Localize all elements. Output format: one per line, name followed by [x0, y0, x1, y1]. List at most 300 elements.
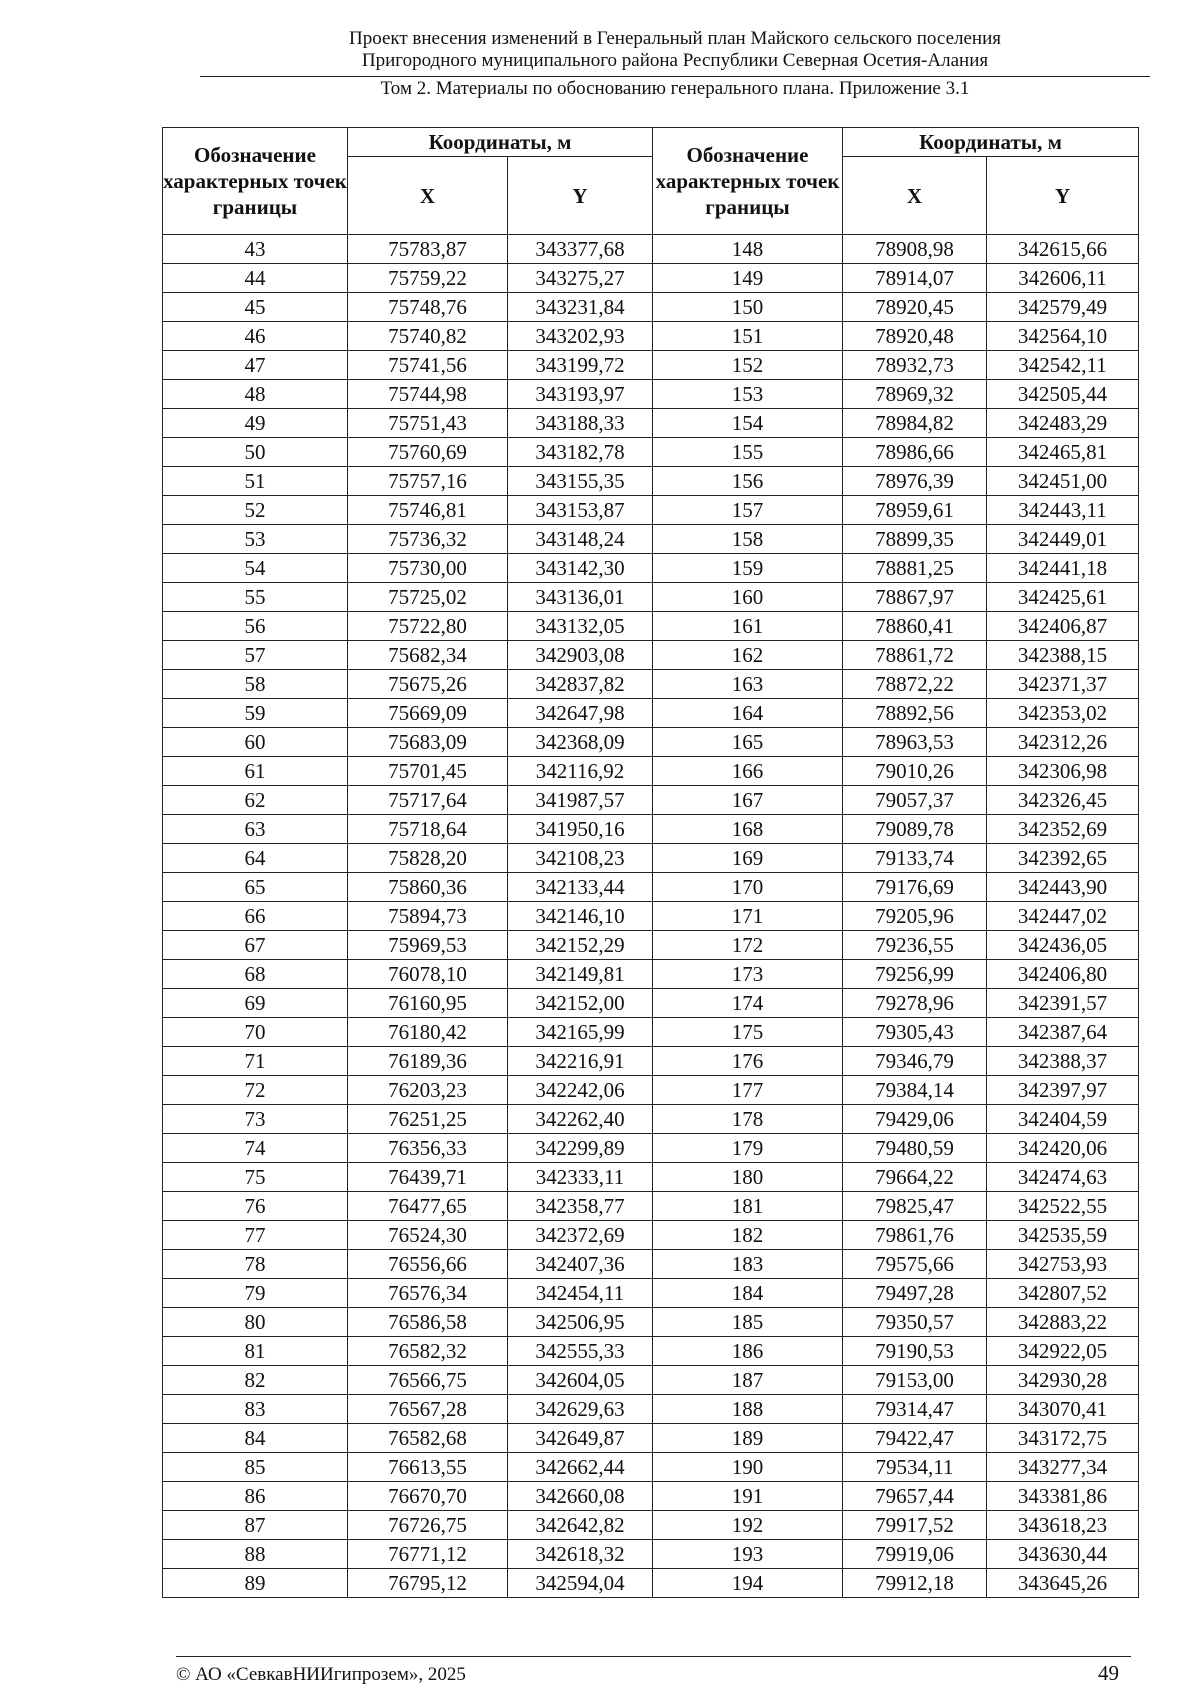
- y-coordinate-cell: 342116,92: [508, 757, 653, 786]
- x-coordinate-cell: 75682,34: [348, 641, 508, 670]
- table-row: [163, 1192, 1139, 1221]
- x-coordinate-cell: 78860,41: [843, 612, 987, 641]
- x-coordinate-cell: 79534,11: [843, 1453, 987, 1482]
- x-coordinate-cell: 79089,78: [843, 815, 987, 844]
- table-row: [163, 1105, 1139, 1134]
- x-coordinate-cell: 75722,80: [348, 612, 508, 641]
- point-number-cell: 182: [653, 1221, 843, 1250]
- x-coordinate-cell: 75740,82: [348, 322, 508, 351]
- y-coordinate-cell: 342262,40: [508, 1105, 653, 1134]
- point-number-cell: 167: [653, 786, 843, 815]
- page-number: 49: [1098, 1661, 1119, 1685]
- table-row: [163, 1540, 1139, 1569]
- table-body: [163, 235, 1139, 1598]
- table-row: [163, 670, 1139, 699]
- x-coordinate-cell: 78867,97: [843, 583, 987, 612]
- y-coordinate-cell: 342358,77: [508, 1192, 653, 1221]
- x-coordinate-cell: 76771,12: [348, 1540, 508, 1569]
- point-number-cell: 164: [653, 699, 843, 728]
- x-coordinate-cell: 76613,55: [348, 1453, 508, 1482]
- y-coordinate-cell: 342387,64: [987, 1018, 1139, 1047]
- x-coordinate-cell: 75730,00: [348, 554, 508, 583]
- table-row: [163, 1366, 1139, 1395]
- point-number-cell: 69: [163, 989, 348, 1018]
- header-title-line-2: Пригородного муниципального района Республики Северная Осетия-Алания: [361, 50, 989, 71]
- y-coordinate-cell: 342216,91: [508, 1047, 653, 1076]
- x-coordinate-cell: 75759,22: [348, 264, 508, 293]
- point-number-cell: 153: [653, 380, 843, 409]
- point-number-cell: 160: [653, 583, 843, 612]
- point-number-cell: 185: [653, 1308, 843, 1337]
- y-coordinate-cell: 342152,00: [508, 989, 653, 1018]
- point-number-cell: 58: [163, 670, 348, 699]
- x-coordinate-cell: 79919,06: [843, 1540, 987, 1569]
- y-coordinate-cell: 342883,22: [987, 1308, 1139, 1337]
- x-coordinate-cell: 79278,96: [843, 989, 987, 1018]
- table-row: [163, 786, 1139, 815]
- y-coordinate-cell: 343188,33: [508, 409, 653, 438]
- table-row: [163, 293, 1139, 322]
- y-coordinate-cell: 342149,81: [508, 960, 653, 989]
- point-number-cell: 193: [653, 1540, 843, 1569]
- point-number-cell: 163: [653, 670, 843, 699]
- x-coordinate-cell: 78872,22: [843, 670, 987, 699]
- table-row: [163, 380, 1139, 409]
- y-coordinate-cell: 342542,11: [987, 351, 1139, 380]
- y-coordinate-cell: 342922,05: [987, 1337, 1139, 1366]
- y-coordinate-cell: 342618,32: [508, 1540, 653, 1569]
- y-coordinate-cell: 342146,10: [508, 902, 653, 931]
- y-coordinate-cell: 342642,82: [508, 1511, 653, 1540]
- table-row: [163, 1308, 1139, 1337]
- y-coordinate-cell: 341950,16: [508, 815, 653, 844]
- x-coordinate-cell: 76566,75: [348, 1366, 508, 1395]
- y-coordinate-cell: 342522,55: [987, 1192, 1139, 1221]
- x-coordinate-cell: 78976,39: [843, 467, 987, 496]
- x-coordinate-cell: 76439,71: [348, 1163, 508, 1192]
- point-number-cell: 150: [653, 293, 843, 322]
- x-coordinate-cell: 78908,98: [843, 235, 987, 264]
- x-coordinate-cell: 75783,87: [348, 235, 508, 264]
- x-coordinate-cell: 79825,47: [843, 1192, 987, 1221]
- point-number-cell: 155: [653, 438, 843, 467]
- y-coordinate-cell: 342647,98: [508, 699, 653, 728]
- x-coordinate-cell: 75683,09: [348, 728, 508, 757]
- table-row: [163, 757, 1139, 786]
- y-coordinate-cell: 343377,68: [508, 235, 653, 264]
- point-number-cell: 175: [653, 1018, 843, 1047]
- x-coordinate-cell: 76586,58: [348, 1308, 508, 1337]
- x-coordinate-cell: 76078,10: [348, 960, 508, 989]
- y-coordinate-cell: 343193,97: [508, 380, 653, 409]
- column-header-coordinates: Координаты, м: [348, 128, 653, 157]
- x-coordinate-cell: 78963,53: [843, 728, 987, 757]
- footer-copyright: © АО «СевкавНИИгипрозем», 2025: [176, 1664, 466, 1685]
- x-coordinate-cell: 79205,96: [843, 902, 987, 931]
- y-coordinate-cell: 342420,06: [987, 1134, 1139, 1163]
- point-number-cell: 60: [163, 728, 348, 757]
- x-coordinate-cell: 79664,22: [843, 1163, 987, 1192]
- x-coordinate-cell: 79657,44: [843, 1482, 987, 1511]
- column-header-y: Y: [987, 157, 1139, 235]
- table-row: [163, 1134, 1139, 1163]
- point-number-cell: 156: [653, 467, 843, 496]
- y-coordinate-cell: 342353,02: [987, 699, 1139, 728]
- point-number-cell: 169: [653, 844, 843, 873]
- table-row: [163, 873, 1139, 902]
- x-coordinate-cell: 76356,33: [348, 1134, 508, 1163]
- point-number-cell: 188: [653, 1395, 843, 1424]
- x-coordinate-cell: 75717,64: [348, 786, 508, 815]
- table-row: [163, 1482, 1139, 1511]
- y-coordinate-cell: 342242,06: [508, 1076, 653, 1105]
- x-coordinate-cell: 76576,34: [348, 1279, 508, 1308]
- header-divider: [200, 76, 1150, 77]
- y-coordinate-cell: 342564,10: [987, 322, 1139, 351]
- x-coordinate-cell: 76556,66: [348, 1250, 508, 1279]
- x-coordinate-cell: 75828,20: [348, 844, 508, 873]
- point-number-cell: 170: [653, 873, 843, 902]
- x-coordinate-cell: 78920,45: [843, 293, 987, 322]
- point-number-cell: 62: [163, 786, 348, 815]
- x-coordinate-cell: 78892,56: [843, 699, 987, 728]
- point-number-cell: 47: [163, 351, 348, 380]
- y-coordinate-cell: 343172,75: [987, 1424, 1139, 1453]
- point-number-cell: 44: [163, 264, 348, 293]
- x-coordinate-cell: 75736,32: [348, 525, 508, 554]
- y-coordinate-cell: 342579,49: [987, 293, 1139, 322]
- point-number-cell: 71: [163, 1047, 348, 1076]
- y-coordinate-cell: 342535,59: [987, 1221, 1139, 1250]
- x-coordinate-cell: 75701,45: [348, 757, 508, 786]
- y-coordinate-cell: 342903,08: [508, 641, 653, 670]
- x-coordinate-cell: 76160,95: [348, 989, 508, 1018]
- column-header-point: Обозначение характерных точек границы: [653, 128, 843, 235]
- table-row: [163, 351, 1139, 380]
- point-number-cell: 191: [653, 1482, 843, 1511]
- y-coordinate-cell: 342133,44: [508, 873, 653, 902]
- point-number-cell: 159: [653, 554, 843, 583]
- point-number-cell: 179: [653, 1134, 843, 1163]
- y-coordinate-cell: 342837,82: [508, 670, 653, 699]
- x-coordinate-cell: 79497,28: [843, 1279, 987, 1308]
- y-coordinate-cell: 342108,23: [508, 844, 653, 873]
- point-number-cell: 85: [163, 1453, 348, 1482]
- x-coordinate-cell: 79256,99: [843, 960, 987, 989]
- x-coordinate-cell: 75748,76: [348, 293, 508, 322]
- y-coordinate-cell: 342555,33: [508, 1337, 653, 1366]
- x-coordinate-cell: 75741,56: [348, 351, 508, 380]
- point-number-cell: 76: [163, 1192, 348, 1221]
- y-coordinate-cell: 342165,99: [508, 1018, 653, 1047]
- table-row: [163, 235, 1139, 264]
- point-number-cell: 79: [163, 1279, 348, 1308]
- x-coordinate-cell: 76670,70: [348, 1482, 508, 1511]
- table-row: [163, 1453, 1139, 1482]
- x-coordinate-cell: 79176,69: [843, 873, 987, 902]
- column-header-x: X: [348, 157, 508, 235]
- y-coordinate-cell: 342368,09: [508, 728, 653, 757]
- x-coordinate-cell: 78969,32: [843, 380, 987, 409]
- table-row: [163, 1221, 1139, 1250]
- point-number-cell: 65: [163, 873, 348, 902]
- point-number-cell: 173: [653, 960, 843, 989]
- point-number-cell: 162: [653, 641, 843, 670]
- point-number-cell: 53: [163, 525, 348, 554]
- x-coordinate-cell: 79236,55: [843, 931, 987, 960]
- point-number-cell: 152: [653, 351, 843, 380]
- header-title-line-1: Проект внесения изменений в Генеральный план Майского сельского поселения: [348, 28, 1001, 49]
- x-coordinate-cell: 75760,69: [348, 438, 508, 467]
- point-number-cell: 64: [163, 844, 348, 873]
- table-row: [163, 960, 1139, 989]
- table-row: [163, 496, 1139, 525]
- x-coordinate-cell: 78861,72: [843, 641, 987, 670]
- point-number-cell: 50: [163, 438, 348, 467]
- table-row: [163, 989, 1139, 1018]
- point-number-cell: 57: [163, 641, 348, 670]
- y-coordinate-cell: 343070,41: [987, 1395, 1139, 1424]
- x-coordinate-cell: 79422,47: [843, 1424, 987, 1453]
- table-row: [163, 1424, 1139, 1453]
- point-number-cell: 78: [163, 1250, 348, 1279]
- point-number-cell: 86: [163, 1482, 348, 1511]
- point-number-cell: 56: [163, 612, 348, 641]
- table-row: [163, 612, 1139, 641]
- x-coordinate-cell: 79153,00: [843, 1366, 987, 1395]
- x-coordinate-cell: 78959,61: [843, 496, 987, 525]
- y-coordinate-cell: 342483,29: [987, 409, 1139, 438]
- y-coordinate-cell: 342474,63: [987, 1163, 1139, 1192]
- x-coordinate-cell: 79190,53: [843, 1337, 987, 1366]
- x-coordinate-cell: 79350,57: [843, 1308, 987, 1337]
- footer-divider: [176, 1656, 1131, 1657]
- y-coordinate-cell: 342397,97: [987, 1076, 1139, 1105]
- point-number-cell: 190: [653, 1453, 843, 1482]
- y-coordinate-cell: 342443,11: [987, 496, 1139, 525]
- point-number-cell: 61: [163, 757, 348, 786]
- table-row: [163, 1511, 1139, 1540]
- point-number-cell: 81: [163, 1337, 348, 1366]
- point-number-cell: 48: [163, 380, 348, 409]
- point-number-cell: 168: [653, 815, 843, 844]
- table-row: [163, 1047, 1139, 1076]
- x-coordinate-cell: 79346,79: [843, 1047, 987, 1076]
- y-coordinate-cell: 343202,93: [508, 322, 653, 351]
- x-coordinate-cell: 75757,16: [348, 467, 508, 496]
- x-coordinate-cell: 75718,64: [348, 815, 508, 844]
- x-coordinate-cell: 79575,66: [843, 1250, 987, 1279]
- y-coordinate-cell: 342333,11: [508, 1163, 653, 1192]
- column-header-coordinates: Координаты, м: [843, 128, 1139, 157]
- table-row: [163, 438, 1139, 467]
- point-number-cell: 174: [653, 989, 843, 1018]
- point-number-cell: 46: [163, 322, 348, 351]
- table-row: [163, 1279, 1139, 1308]
- point-number-cell: 67: [163, 931, 348, 960]
- point-number-cell: 192: [653, 1511, 843, 1540]
- y-coordinate-cell: 342388,37: [987, 1047, 1139, 1076]
- x-coordinate-cell: 78932,73: [843, 351, 987, 380]
- y-coordinate-cell: 343132,05: [508, 612, 653, 641]
- y-coordinate-cell: 343231,84: [508, 293, 653, 322]
- y-coordinate-cell: 342506,95: [508, 1308, 653, 1337]
- point-number-cell: 51: [163, 467, 348, 496]
- y-coordinate-cell: 343199,72: [508, 351, 653, 380]
- y-coordinate-cell: 342447,02: [987, 902, 1139, 931]
- point-number-cell: 73: [163, 1105, 348, 1134]
- point-number-cell: 72: [163, 1076, 348, 1105]
- table-row: [163, 641, 1139, 670]
- y-coordinate-cell: 342436,05: [987, 931, 1139, 960]
- point-number-cell: 184: [653, 1279, 843, 1308]
- point-number-cell: 177: [653, 1076, 843, 1105]
- x-coordinate-cell: 76582,32: [348, 1337, 508, 1366]
- y-coordinate-cell: 342392,65: [987, 844, 1139, 873]
- x-coordinate-cell: 79429,06: [843, 1105, 987, 1134]
- y-coordinate-cell: 343153,87: [508, 496, 653, 525]
- x-coordinate-cell: 75751,43: [348, 409, 508, 438]
- y-coordinate-cell: 343155,35: [508, 467, 653, 496]
- y-coordinate-cell: 343381,86: [987, 1482, 1139, 1511]
- point-number-cell: 181: [653, 1192, 843, 1221]
- point-number-cell: 148: [653, 235, 843, 264]
- table-row: [163, 902, 1139, 931]
- point-number-cell: 70: [163, 1018, 348, 1047]
- y-coordinate-cell: 343142,30: [508, 554, 653, 583]
- y-coordinate-cell: 342454,11: [508, 1279, 653, 1308]
- point-number-cell: 166: [653, 757, 843, 786]
- y-coordinate-cell: 342406,87: [987, 612, 1139, 641]
- point-number-cell: 68: [163, 960, 348, 989]
- x-coordinate-cell: 76524,30: [348, 1221, 508, 1250]
- y-coordinate-cell: 342391,57: [987, 989, 1139, 1018]
- x-coordinate-cell: 76567,28: [348, 1395, 508, 1424]
- y-coordinate-cell: 342594,04: [508, 1569, 653, 1598]
- y-coordinate-cell: 343136,01: [508, 583, 653, 612]
- table-row: [163, 728, 1139, 757]
- x-coordinate-cell: 79133,74: [843, 844, 987, 873]
- x-coordinate-cell: 76582,68: [348, 1424, 508, 1453]
- y-coordinate-cell: 341987,57: [508, 786, 653, 815]
- point-number-cell: 154: [653, 409, 843, 438]
- y-coordinate-cell: 343618,23: [987, 1511, 1139, 1540]
- table-row: [163, 1250, 1139, 1279]
- y-coordinate-cell: 342660,08: [508, 1482, 653, 1511]
- x-coordinate-cell: 76477,65: [348, 1192, 508, 1221]
- x-coordinate-cell: 75860,36: [348, 873, 508, 902]
- y-coordinate-cell: 342312,26: [987, 728, 1139, 757]
- y-coordinate-cell: 343630,44: [987, 1540, 1139, 1569]
- point-number-cell: 55: [163, 583, 348, 612]
- point-number-cell: 171: [653, 902, 843, 931]
- point-number-cell: 75: [163, 1163, 348, 1192]
- document-header: [200, 28, 1150, 100]
- table-row: [163, 583, 1139, 612]
- y-coordinate-cell: 343277,34: [987, 1453, 1139, 1482]
- point-number-cell: 54: [163, 554, 348, 583]
- x-coordinate-cell: 79861,76: [843, 1221, 987, 1250]
- table-row: [163, 1163, 1139, 1192]
- point-number-cell: 161: [653, 612, 843, 641]
- point-number-cell: 43: [163, 235, 348, 264]
- point-number-cell: 172: [653, 931, 843, 960]
- y-coordinate-cell: 342505,44: [987, 380, 1139, 409]
- y-coordinate-cell: 342407,36: [508, 1250, 653, 1279]
- x-coordinate-cell: 75725,02: [348, 583, 508, 612]
- x-coordinate-cell: 79305,43: [843, 1018, 987, 1047]
- y-coordinate-cell: 342451,00: [987, 467, 1139, 496]
- y-coordinate-cell: 342629,63: [508, 1395, 653, 1424]
- point-number-cell: 88: [163, 1540, 348, 1569]
- point-number-cell: 80: [163, 1308, 348, 1337]
- y-coordinate-cell: 342662,44: [508, 1453, 653, 1482]
- x-coordinate-cell: 76203,23: [348, 1076, 508, 1105]
- y-coordinate-cell: 342372,69: [508, 1221, 653, 1250]
- y-coordinate-cell: 342465,81: [987, 438, 1139, 467]
- x-coordinate-cell: 75744,98: [348, 380, 508, 409]
- y-coordinate-cell: 342306,98: [987, 757, 1139, 786]
- y-coordinate-cell: 342425,61: [987, 583, 1139, 612]
- point-number-cell: 187: [653, 1366, 843, 1395]
- x-coordinate-cell: 75675,26: [348, 670, 508, 699]
- point-number-cell: 149: [653, 264, 843, 293]
- point-number-cell: 194: [653, 1569, 843, 1598]
- point-number-cell: 87: [163, 1511, 348, 1540]
- table-row: [163, 467, 1139, 496]
- y-coordinate-cell: 342443,90: [987, 873, 1139, 902]
- y-coordinate-cell: 342649,87: [508, 1424, 653, 1453]
- y-coordinate-cell: 342615,66: [987, 235, 1139, 264]
- table-row: [163, 1018, 1139, 1047]
- table-row: [163, 409, 1139, 438]
- x-coordinate-cell: 76251,25: [348, 1105, 508, 1134]
- point-number-cell: 157: [653, 496, 843, 525]
- point-number-cell: 186: [653, 1337, 843, 1366]
- y-coordinate-cell: 343275,27: [508, 264, 653, 293]
- column-header-x: X: [843, 157, 987, 235]
- y-coordinate-cell: 342152,29: [508, 931, 653, 960]
- x-coordinate-cell: 79057,37: [843, 786, 987, 815]
- x-coordinate-cell: 79912,18: [843, 1569, 987, 1598]
- point-number-cell: 82: [163, 1366, 348, 1395]
- y-coordinate-cell: 342326,45: [987, 786, 1139, 815]
- point-number-cell: 180: [653, 1163, 843, 1192]
- x-coordinate-cell: 78899,35: [843, 525, 987, 554]
- y-coordinate-cell: 342371,37: [987, 670, 1139, 699]
- y-coordinate-cell: 342449,01: [987, 525, 1139, 554]
- x-coordinate-cell: 75969,53: [348, 931, 508, 960]
- x-coordinate-cell: 76180,42: [348, 1018, 508, 1047]
- y-coordinate-cell: 342404,59: [987, 1105, 1139, 1134]
- y-coordinate-cell: 342352,69: [987, 815, 1139, 844]
- point-number-cell: 77: [163, 1221, 348, 1250]
- column-header-point: Обозначение характерных точек границы: [163, 128, 348, 235]
- point-number-cell: 189: [653, 1424, 843, 1453]
- table-row: [163, 264, 1139, 293]
- table-row: [163, 844, 1139, 873]
- x-coordinate-cell: 78986,66: [843, 438, 987, 467]
- point-number-cell: 49: [163, 409, 348, 438]
- y-coordinate-cell: 342604,05: [508, 1366, 653, 1395]
- y-coordinate-cell: 342753,93: [987, 1250, 1139, 1279]
- point-number-cell: 84: [163, 1424, 348, 1453]
- table-row: [163, 931, 1139, 960]
- table-row: [163, 1395, 1139, 1424]
- x-coordinate-cell: 78920,48: [843, 322, 987, 351]
- point-number-cell: 63: [163, 815, 348, 844]
- table-row: [163, 699, 1139, 728]
